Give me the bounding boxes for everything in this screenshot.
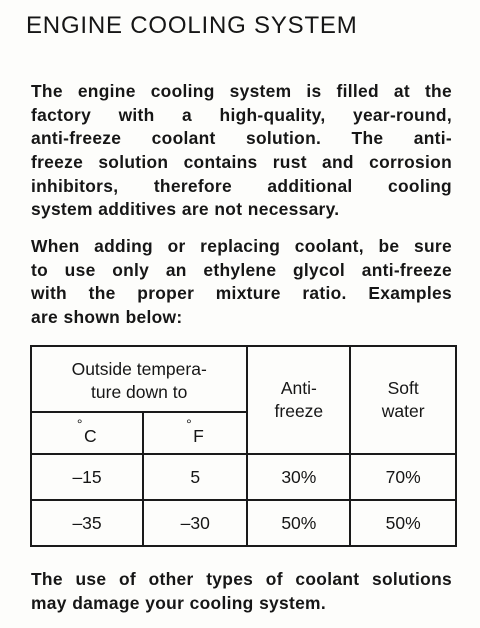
text-line (31, 198, 452, 222)
antifreeze-header-line: freeze (274, 401, 324, 421)
word: year-round, (352, 104, 452, 125)
soft-water-cell: 70% (350, 454, 456, 500)
word: of (265, 569, 283, 589)
word: other (148, 569, 194, 589)
fahrenheit-cell: –30 (143, 500, 247, 546)
soft-water-cell: 50% (350, 500, 456, 546)
word: rust (272, 152, 307, 173)
text-line (31, 306, 452, 330)
text-line (31, 235, 452, 259)
word: are (31, 307, 59, 328)
outside-header-line: ture down to (91, 382, 188, 402)
word: solution (98, 152, 169, 173)
word: system (31, 199, 93, 220)
word: your (145, 592, 185, 613)
word: mixture (215, 283, 281, 304)
word: types (206, 569, 254, 589)
word: system. (259, 592, 326, 613)
word: factory (31, 104, 92, 125)
soft-water-header (350, 346, 456, 454)
word: solution. (246, 128, 322, 149)
word: or (167, 236, 186, 256)
word: damage (72, 592, 140, 613)
word: use (64, 259, 96, 280)
text-line (31, 127, 452, 151)
word: cooling (388, 175, 452, 196)
word: additives (98, 199, 177, 220)
word: When (31, 236, 80, 256)
word: anti-freeze (31, 128, 122, 149)
soft-water-header-line: water (381, 401, 425, 421)
word: use (75, 569, 107, 589)
word: replacing (200, 236, 281, 256)
degree-symbol: ° (186, 415, 193, 432)
word: anti- (413, 128, 452, 149)
word: ethylene (203, 259, 277, 280)
word: of (118, 569, 136, 589)
word: not (214, 199, 243, 220)
word: sure (414, 236, 452, 256)
word: a (182, 104, 193, 125)
word: below: (125, 307, 183, 328)
word: The (31, 569, 63, 589)
text-line (31, 282, 452, 306)
word: an (165, 259, 187, 280)
celsius-cell: –35 (31, 500, 143, 546)
celsius-header (31, 412, 143, 454)
word: proper (137, 283, 195, 304)
celsius-cell: –15 (31, 454, 143, 500)
fahrenheit-cell: 5 (143, 454, 247, 500)
soft-water-header-line: Soft (387, 378, 419, 398)
warning-paragraph (31, 568, 452, 615)
word: corrosion (369, 152, 452, 173)
word: Examples (368, 283, 452, 304)
outside-header-line: Outside tempera- (71, 359, 207, 379)
word: cooling (150, 81, 215, 101)
coolant-mixture-table (30, 345, 457, 547)
text-line (31, 104, 452, 128)
word: with (31, 283, 67, 304)
antifreeze-cell: 50% (247, 500, 350, 546)
word: is (306, 81, 322, 101)
word: with (118, 104, 155, 125)
word: therefore (153, 175, 232, 196)
word: coolant (151, 128, 216, 149)
word: engine (77, 81, 136, 101)
word: at (393, 81, 410, 101)
degree-symbol: ° (76, 415, 84, 432)
word: shown (63, 307, 121, 328)
word: additional (267, 175, 353, 196)
word: The (31, 81, 63, 101)
word: adding (94, 236, 153, 256)
word: may (31, 592, 67, 613)
page-title: ENGINE COOLING SYSTEM (26, 12, 358, 39)
word: The (351, 128, 384, 149)
word: freeze (31, 152, 84, 173)
word: are (181, 199, 209, 220)
word: filled (336, 81, 379, 101)
word: the (424, 81, 452, 101)
word: anti-freeze (361, 259, 452, 280)
word: coolant, (294, 236, 364, 256)
fahrenheit-unit: F (193, 425, 205, 446)
text-line (31, 175, 452, 199)
word: and (322, 152, 354, 173)
text-line (31, 592, 452, 616)
word: necessary. (247, 199, 340, 220)
word: ratio. (302, 283, 347, 304)
word: coolant (295, 569, 360, 589)
word: glycol (293, 259, 346, 280)
fahrenheit-header (143, 412, 247, 454)
word: contains (183, 152, 258, 173)
table-row (31, 500, 456, 546)
antifreeze-header-line: Anti- (280, 378, 317, 398)
text-line (31, 568, 452, 592)
outside-temperature-header (31, 346, 247, 412)
word: be (378, 236, 400, 256)
antifreeze-cell: 30% (247, 454, 350, 500)
word: only (112, 259, 150, 280)
word: solutions (371, 569, 452, 589)
word: to (31, 259, 49, 280)
word: high-quality, (219, 104, 326, 125)
text-line (31, 259, 452, 283)
word: inhibitors, (31, 175, 119, 196)
instruction-paragraph (31, 235, 452, 330)
word: system (229, 81, 292, 101)
word: the (88, 283, 116, 304)
word: cooling (189, 592, 254, 613)
table-row (31, 454, 456, 500)
text-line (31, 80, 452, 104)
celsius-unit: C (84, 425, 98, 446)
antifreeze-header (247, 346, 350, 454)
intro-paragraph (31, 80, 452, 222)
text-line (31, 151, 452, 175)
